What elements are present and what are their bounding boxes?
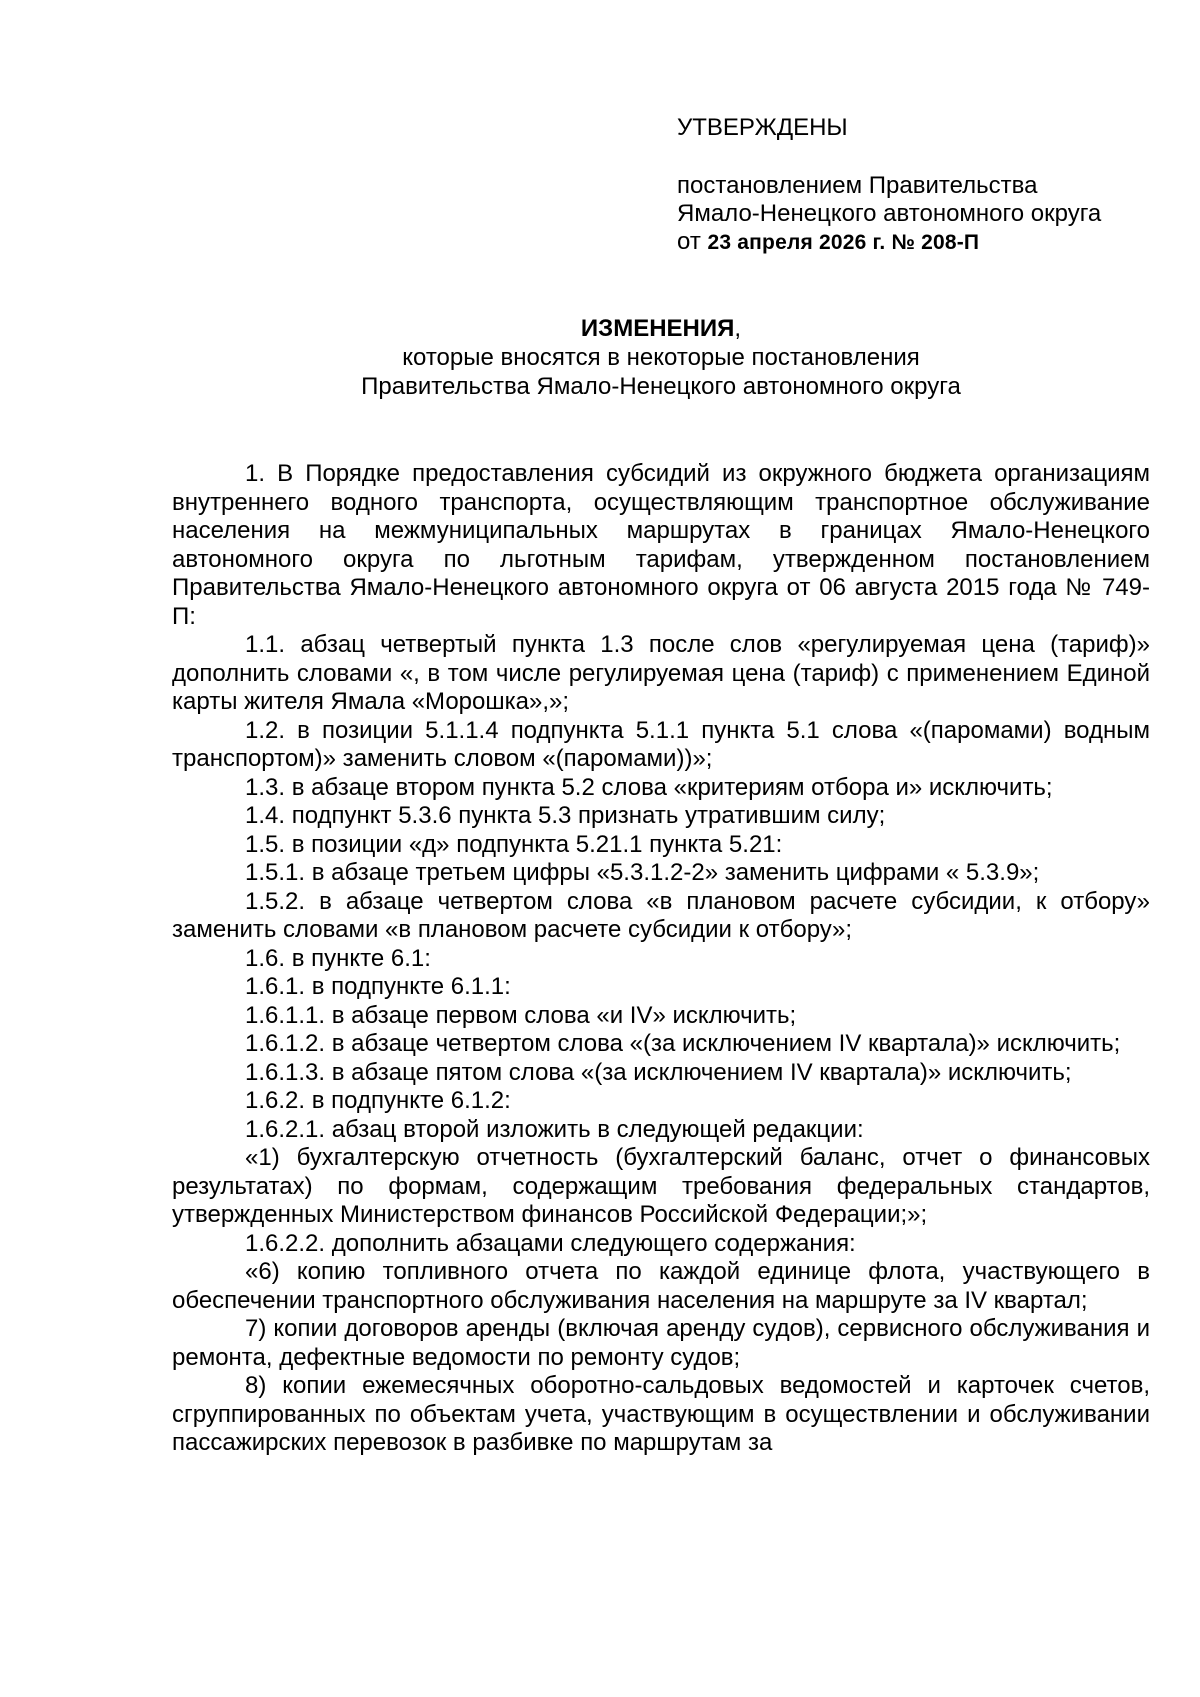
approval-line-1: постановлением Правительства [677,172,1038,199]
document-body [172,460,1150,1458]
document-title-block [172,314,1150,401]
paragraph-number: 1.6.1.1. [245,1001,326,1029]
paragraph-text: в пункте 6.1: [291,944,431,972]
paragraph-text: копию топливного отчета по каждой единице флота, участвующего в обеспечении транспортного обслуживания населения на маршруте за IV квартал; [172,1258,1150,1314]
body-paragraph [172,631,1150,717]
approval-document-reference: 23 апреля 2026 г. № 208-П [707,231,980,254]
paragraph-number: 1.2. [245,716,286,744]
paragraph-text: в позиции 5.1.1.4 подпункта 5.1.1 пункта 5.1 слова «(паромами) водным транспортом)» заменить словом «(паромами))»; [172,716,1151,772]
paragraph-text: копии договоров аренды (включая аренду судов), сервисного обслуживания и ремонта, дефектные ведомости по ремонту судов; [172,1315,1150,1371]
paragraph-number: 7) [245,1315,267,1342]
paragraph-number: «1) [245,1144,280,1171]
paragraph-text: дополнить абзацами следующего содержания: [331,1229,856,1257]
paragraph-text: подпункт 5.3.6 пункта 5.3 признать утратившим силу; [291,802,886,829]
body-paragraph [172,1372,1150,1458]
body-paragraph [172,1230,1150,1259]
paragraph-text: копии ежемесячных оборотно-сальдовых ведомостей и карточек счетов, сгруппированных по объектам учета, участвующим в осуществлении и обслуживании пассажирских перевозок в разбивке по маршрутам за [172,1372,1151,1456]
paragraph-text: в абзаце третьем цифры «5.3.1.2-2» заменить цифрами « 5.3.9»; [311,859,1040,886]
paragraph-number: 1.5. [245,830,286,858]
paragraph-number: 1.3. [245,773,286,801]
body-paragraph [172,717,1150,774]
paragraph-text: в абзаце четвертом слова «в плановом расчете субсидии, к отбору» заменить словами «в плановом расчете субсидии к отбору»; [172,887,1150,943]
body-paragraph [172,460,1150,631]
body-paragraph [172,774,1150,803]
paragraph-text: бухгалтерскую отчетность (бухгалтерский баланс, отчет о финансовых результатах) по формам, содержащим требования федеральных стандартов, утвержденных Министерством финансов Российской Федерации;»; [172,1144,1150,1228]
paragraph-text: в подпункте 6.1.2: [311,1087,511,1114]
paragraph-text: в абзаце втором пункта 5.2 слова «критериям отбора и» исключить; [291,773,1053,801]
paragraph-number: 1.6.2.2. [245,1229,326,1257]
paragraph-number: 1.6.1.3. [245,1058,326,1086]
paragraph-number: 1.6. [245,944,286,972]
body-paragraph [172,1116,1150,1145]
body-paragraph [172,888,1150,945]
document-title [172,314,1150,343]
paragraph-text: В Порядке предоставления субсидий из окружного бюджета организациям внутреннего водного транспорта, осуществляющим транспортное обслуживание населения на межмуниципальных маршрутах в границах Ямало-Ненецкого автономного округа по льготным тарифам, утвержденном постановлением Правительства Ямало-Ненецкого автономного округа от 06 августа 2015 года № 749-П: [172,460,1150,630]
body-paragraph [172,1059,1150,1088]
paragraph-number: «6) [245,1258,280,1285]
paragraph-number: 1.5.2. [245,887,306,915]
body-paragraph [172,859,1150,888]
paragraph-number: 1.6.1. [245,973,306,1000]
body-paragraph [172,1258,1150,1315]
body-paragraph [172,945,1150,974]
paragraph-number: 1.6.2. [245,1087,306,1114]
document-subtitle-1: которые вносятся в некоторые постановления [402,344,920,371]
approval-line-3 [677,228,1157,257]
paragraph-number: 1.4. [245,802,286,829]
body-paragraph [172,1315,1150,1372]
approval-stamp: УТВЕРЖДЕНЫ [677,114,848,141]
paragraph-text: абзац второй изложить в следующей редакции: [331,1115,864,1143]
approval-date-prefix: от [677,228,701,255]
paragraph-number: 1.6.2.1. [245,1115,326,1143]
body-paragraph [172,831,1150,860]
body-paragraph [172,973,1150,1002]
body-paragraph [172,1087,1150,1116]
paragraph-text: в подпункте 6.1.1: [311,973,511,1000]
approval-line-2: Ямало-Ненецкого автономного округа [677,200,1102,227]
approval-block [677,114,1157,257]
paragraph-text: в абзаце первом слова «и IV» исключить; [331,1001,797,1029]
paragraph-number: 8) [245,1372,267,1399]
paragraph-number: 1.6.1.2. [245,1030,326,1057]
document-title-main: ИЗМЕНЕНИЯ [580,315,735,342]
paragraph-number: 1. [245,460,266,487]
paragraph-text: в абзаце четвертом слова «(за исключением IV квартала)» исключить; [331,1030,1121,1057]
paragraph-number: 1.5.1. [245,859,306,886]
body-paragraph [172,1030,1150,1059]
body-paragraph [172,1144,1150,1230]
paragraph-text: в позиции «д» подпункта 5.21.1 пункта 5.21: [291,830,783,858]
body-paragraph [172,802,1150,831]
paragraph-text: абзац четвертый пункта 1.3 после слов «регулируемая цена (тариф)» дополнить словами «, в том числе регулируемая цена (тариф) с применением Единой карты жителя Ямала «Морошка»,»; [172,631,1150,715]
paragraph-number: 1.1. [245,631,286,658]
paragraph-text: в абзаце пятом слова «(за исключением IV квартала)» исключить; [331,1058,1072,1086]
document-title-suffix: , [734,315,742,342]
document-subtitle-2: Правительства Ямало-Ненецкого автономного округа [361,373,961,400]
body-paragraph [172,1002,1150,1031]
